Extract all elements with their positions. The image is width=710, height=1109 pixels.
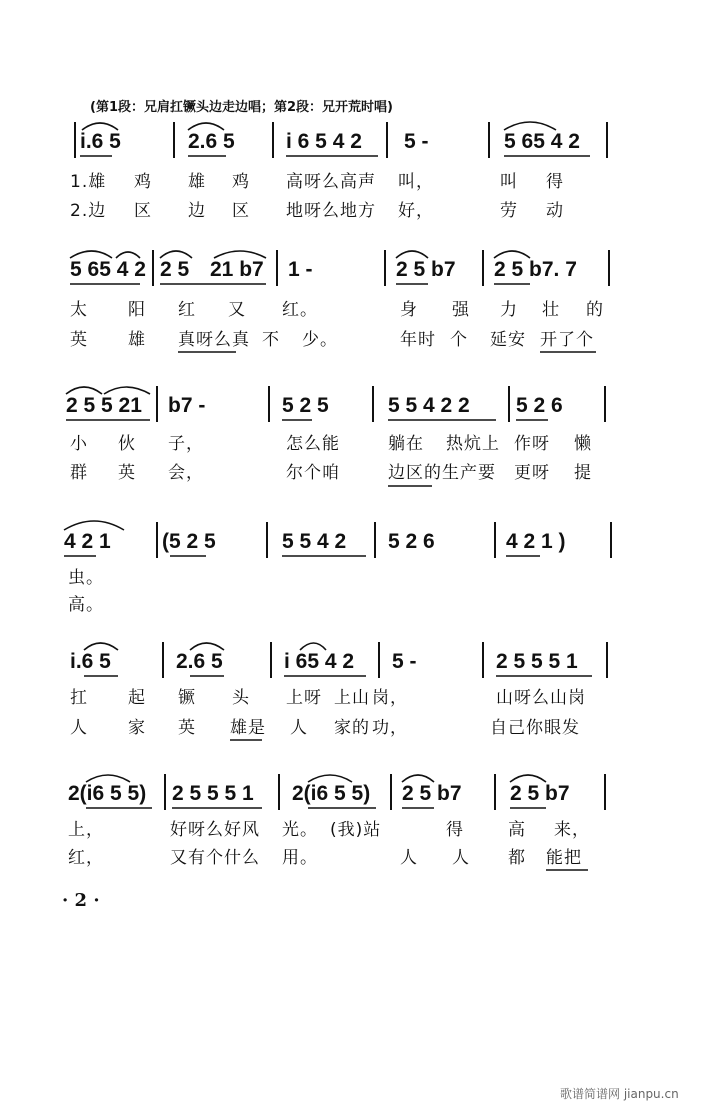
barline <box>74 122 76 158</box>
lyric: 躺在 <box>388 434 424 454</box>
lyric: 叫 <box>500 172 518 192</box>
lyric: 提 <box>574 463 592 483</box>
lyric: 光。 <box>282 820 318 840</box>
lyric: 高呀么高声 <box>286 172 376 192</box>
barline <box>276 250 278 286</box>
barline <box>152 250 154 286</box>
measure-notes: 5 - <box>404 130 429 153</box>
lyric: 尔个咱 <box>286 463 340 483</box>
measure-notes: 4 2 1 <box>64 530 111 553</box>
barline <box>374 522 376 558</box>
lyric: 起 <box>128 688 146 708</box>
lyric: 好呀么好风 <box>170 820 260 840</box>
lyric: 英 <box>118 463 136 483</box>
lyric: 来， <box>554 820 590 840</box>
lyric: 上， <box>68 820 104 840</box>
slur-mark <box>190 643 224 650</box>
lyric: 都 <box>508 848 526 868</box>
lyric: 1.雄 <box>70 172 107 192</box>
measure-notes: 2.6 5 <box>176 650 223 673</box>
measure-notes: 5 2 6 <box>516 394 563 417</box>
barline <box>278 774 280 810</box>
measure-notes: i 65 4 2 <box>284 650 355 673</box>
measure-notes: 2 5 <box>160 258 190 281</box>
barline <box>606 642 608 678</box>
slur-mark <box>308 775 352 782</box>
slur-mark <box>396 251 428 258</box>
lyric: 高 <box>508 820 526 840</box>
barline <box>606 122 608 158</box>
lyric: 怎么能 <box>286 434 340 454</box>
barline <box>272 122 274 158</box>
lyric: 边区的生产要 <box>388 463 496 483</box>
lyric: 人 <box>290 718 308 738</box>
lyric: 英 <box>178 718 196 738</box>
slur-mark <box>104 387 150 394</box>
slur-mark <box>510 775 546 782</box>
lyric: 会， <box>168 463 204 483</box>
lyric: 懒 <box>574 434 592 454</box>
lyric: 群 <box>70 463 88 483</box>
lyric: 开了个 <box>540 330 594 350</box>
slur-mark <box>504 122 556 130</box>
measure-notes: 2 5 5 21 <box>66 394 142 417</box>
lyric: 延安 <box>490 330 526 350</box>
slur-mark <box>84 643 118 650</box>
barline <box>494 522 496 558</box>
measure-notes: (5 2 5 <box>162 530 216 553</box>
lyric: 红 <box>178 300 196 320</box>
measure-notes: i.6 5 <box>80 130 121 153</box>
measure-notes: 2(i6 5 5) <box>68 782 147 805</box>
lyric: 能把 <box>546 848 582 868</box>
barline <box>173 122 175 158</box>
measure-notes: 1 - <box>288 258 313 281</box>
measure-notes: 2 5 b7 <box>396 258 456 281</box>
lyric: 叫， <box>398 172 434 192</box>
lyric: 小 <box>70 434 88 454</box>
lyric: 劳 <box>500 201 518 221</box>
lyric: 人 <box>452 848 470 868</box>
slur-mark <box>188 123 224 130</box>
lyric: (我)站 <box>330 820 382 840</box>
lyric: 个 <box>450 330 468 350</box>
lyric: 得 <box>546 172 564 192</box>
lyric: 更呀 <box>514 463 550 483</box>
lyric: 用。 <box>282 848 318 868</box>
barline <box>156 386 158 422</box>
barline <box>604 386 606 422</box>
lyric: 上呀 <box>286 688 322 708</box>
lyric: 得 <box>446 820 464 840</box>
measure-notes: 2 5 b7 <box>402 782 462 805</box>
lyric: 高。 <box>68 595 104 615</box>
barline <box>266 522 268 558</box>
lyric: 强 <box>452 300 470 320</box>
lyric: 少。 <box>302 330 338 350</box>
lyric: 区 <box>134 201 152 221</box>
lyric: 动 <box>546 201 564 221</box>
lyric: 真呀么真 <box>178 330 250 350</box>
slur-mark <box>82 123 118 130</box>
lyric: 区 <box>232 201 250 221</box>
slur-mark <box>86 775 130 782</box>
measure-notes: 2 5 5 5 1 <box>172 782 254 805</box>
lyric: 虫。 <box>68 568 104 588</box>
lyric: 家的 <box>334 718 370 738</box>
lyric: 热炕上 <box>446 434 500 454</box>
lyric: 功， <box>372 718 408 738</box>
measure-notes: i.6 5 <box>70 650 111 673</box>
slur-mark <box>64 521 124 530</box>
performance-note: (第1段：兄肩扛镢头边走边唱；第2段：兄开荒时唱) <box>90 100 393 115</box>
lyric: 力 <box>500 300 518 320</box>
measure-notes: 2(i6 5 5) <box>292 782 371 805</box>
barline <box>372 386 374 422</box>
measure-notes: 5 2 6 <box>388 530 435 553</box>
measure-notes: 5 5 4 2 <box>282 530 347 553</box>
barline <box>268 386 270 422</box>
barline <box>164 774 166 810</box>
barline <box>494 774 496 810</box>
barline <box>488 122 490 158</box>
measure-notes: 2 5 5 5 1 <box>496 650 578 673</box>
barline <box>384 250 386 286</box>
slur-mark <box>214 251 266 258</box>
barline <box>390 774 392 810</box>
lyric: 家 <box>128 718 146 738</box>
slur-mark <box>300 643 326 650</box>
lyric: 鸡 <box>232 172 250 192</box>
slur-mark <box>160 251 192 258</box>
measure-notes: 5 65 4 2 <box>504 130 580 153</box>
lyric: 山呀么山岗 <box>496 688 586 708</box>
barline <box>610 522 612 558</box>
lyric: 子， <box>168 434 204 454</box>
lyric: 自己你眼发 <box>490 718 580 738</box>
lyric: 镢 <box>178 688 196 708</box>
lyric: 2.边 <box>70 201 107 221</box>
barline <box>482 642 484 678</box>
lyric: 伙 <box>118 434 136 454</box>
slur-mark <box>66 387 102 394</box>
lyric: 又 <box>228 300 246 320</box>
measure-notes: 5 5 4 2 2 <box>388 394 470 417</box>
barline <box>378 642 380 678</box>
measure-notes: 21 b7 <box>210 258 264 281</box>
lyric: 红。 <box>282 300 318 320</box>
barline <box>608 250 610 286</box>
lyric: 雄 <box>188 172 206 192</box>
barline <box>482 250 484 286</box>
barline <box>604 774 606 810</box>
lyric: 身 <box>400 300 418 320</box>
lyric: 雄是 <box>230 718 266 738</box>
lyric: 人 <box>400 848 418 868</box>
measure-notes: 2 5 b7 <box>510 782 570 805</box>
barline <box>508 386 510 422</box>
lyric: 好， <box>398 201 434 221</box>
measure-notes: b7 - <box>168 394 206 417</box>
measure-notes: 5 65 4 2 <box>70 258 146 281</box>
lyric: 阳 <box>128 300 146 320</box>
lyric: 边 <box>188 201 206 221</box>
barline <box>386 122 388 158</box>
lyric: 扛 <box>70 688 88 708</box>
lyric: 红， <box>68 848 104 868</box>
barline <box>156 522 158 558</box>
measure-notes: 4 2 1 ) <box>506 530 566 553</box>
lyric: 头 <box>232 688 250 708</box>
lyric: 上山 <box>334 688 370 708</box>
lyric: 地呀么地方 <box>286 201 376 221</box>
lyric: 年时 <box>400 330 436 350</box>
lyric: 人 <box>70 718 88 738</box>
measure-notes: 2 5 b7. 7 <box>494 258 577 281</box>
slur-mark <box>70 251 112 258</box>
lyric: 的 <box>586 300 604 320</box>
measure-notes: 5 2 5 <box>282 394 329 417</box>
lyric: 又有个什么 <box>170 848 260 868</box>
measure-notes: 2.6 5 <box>188 130 235 153</box>
lyric: 英 <box>70 330 88 350</box>
page-number: · 2 · <box>62 890 100 911</box>
lyric: 壮 <box>542 300 560 320</box>
lyric: 太 <box>70 300 88 320</box>
lyric: 雄 <box>128 330 146 350</box>
slur-mark <box>494 251 530 258</box>
lyric: 岗， <box>372 688 408 708</box>
measure-notes: 5 - <box>392 650 417 673</box>
slur-mark <box>402 775 434 782</box>
site-watermark: 歌谱简谱网 jianpu.cn <box>560 1087 679 1101</box>
lyric: 作呀 <box>514 434 550 454</box>
measure-notes: i 6 5 4 2 <box>286 130 362 153</box>
barline <box>162 642 164 678</box>
lyric: 鸡 <box>134 172 152 192</box>
barline <box>270 642 272 678</box>
lyric: 不 <box>262 330 280 350</box>
